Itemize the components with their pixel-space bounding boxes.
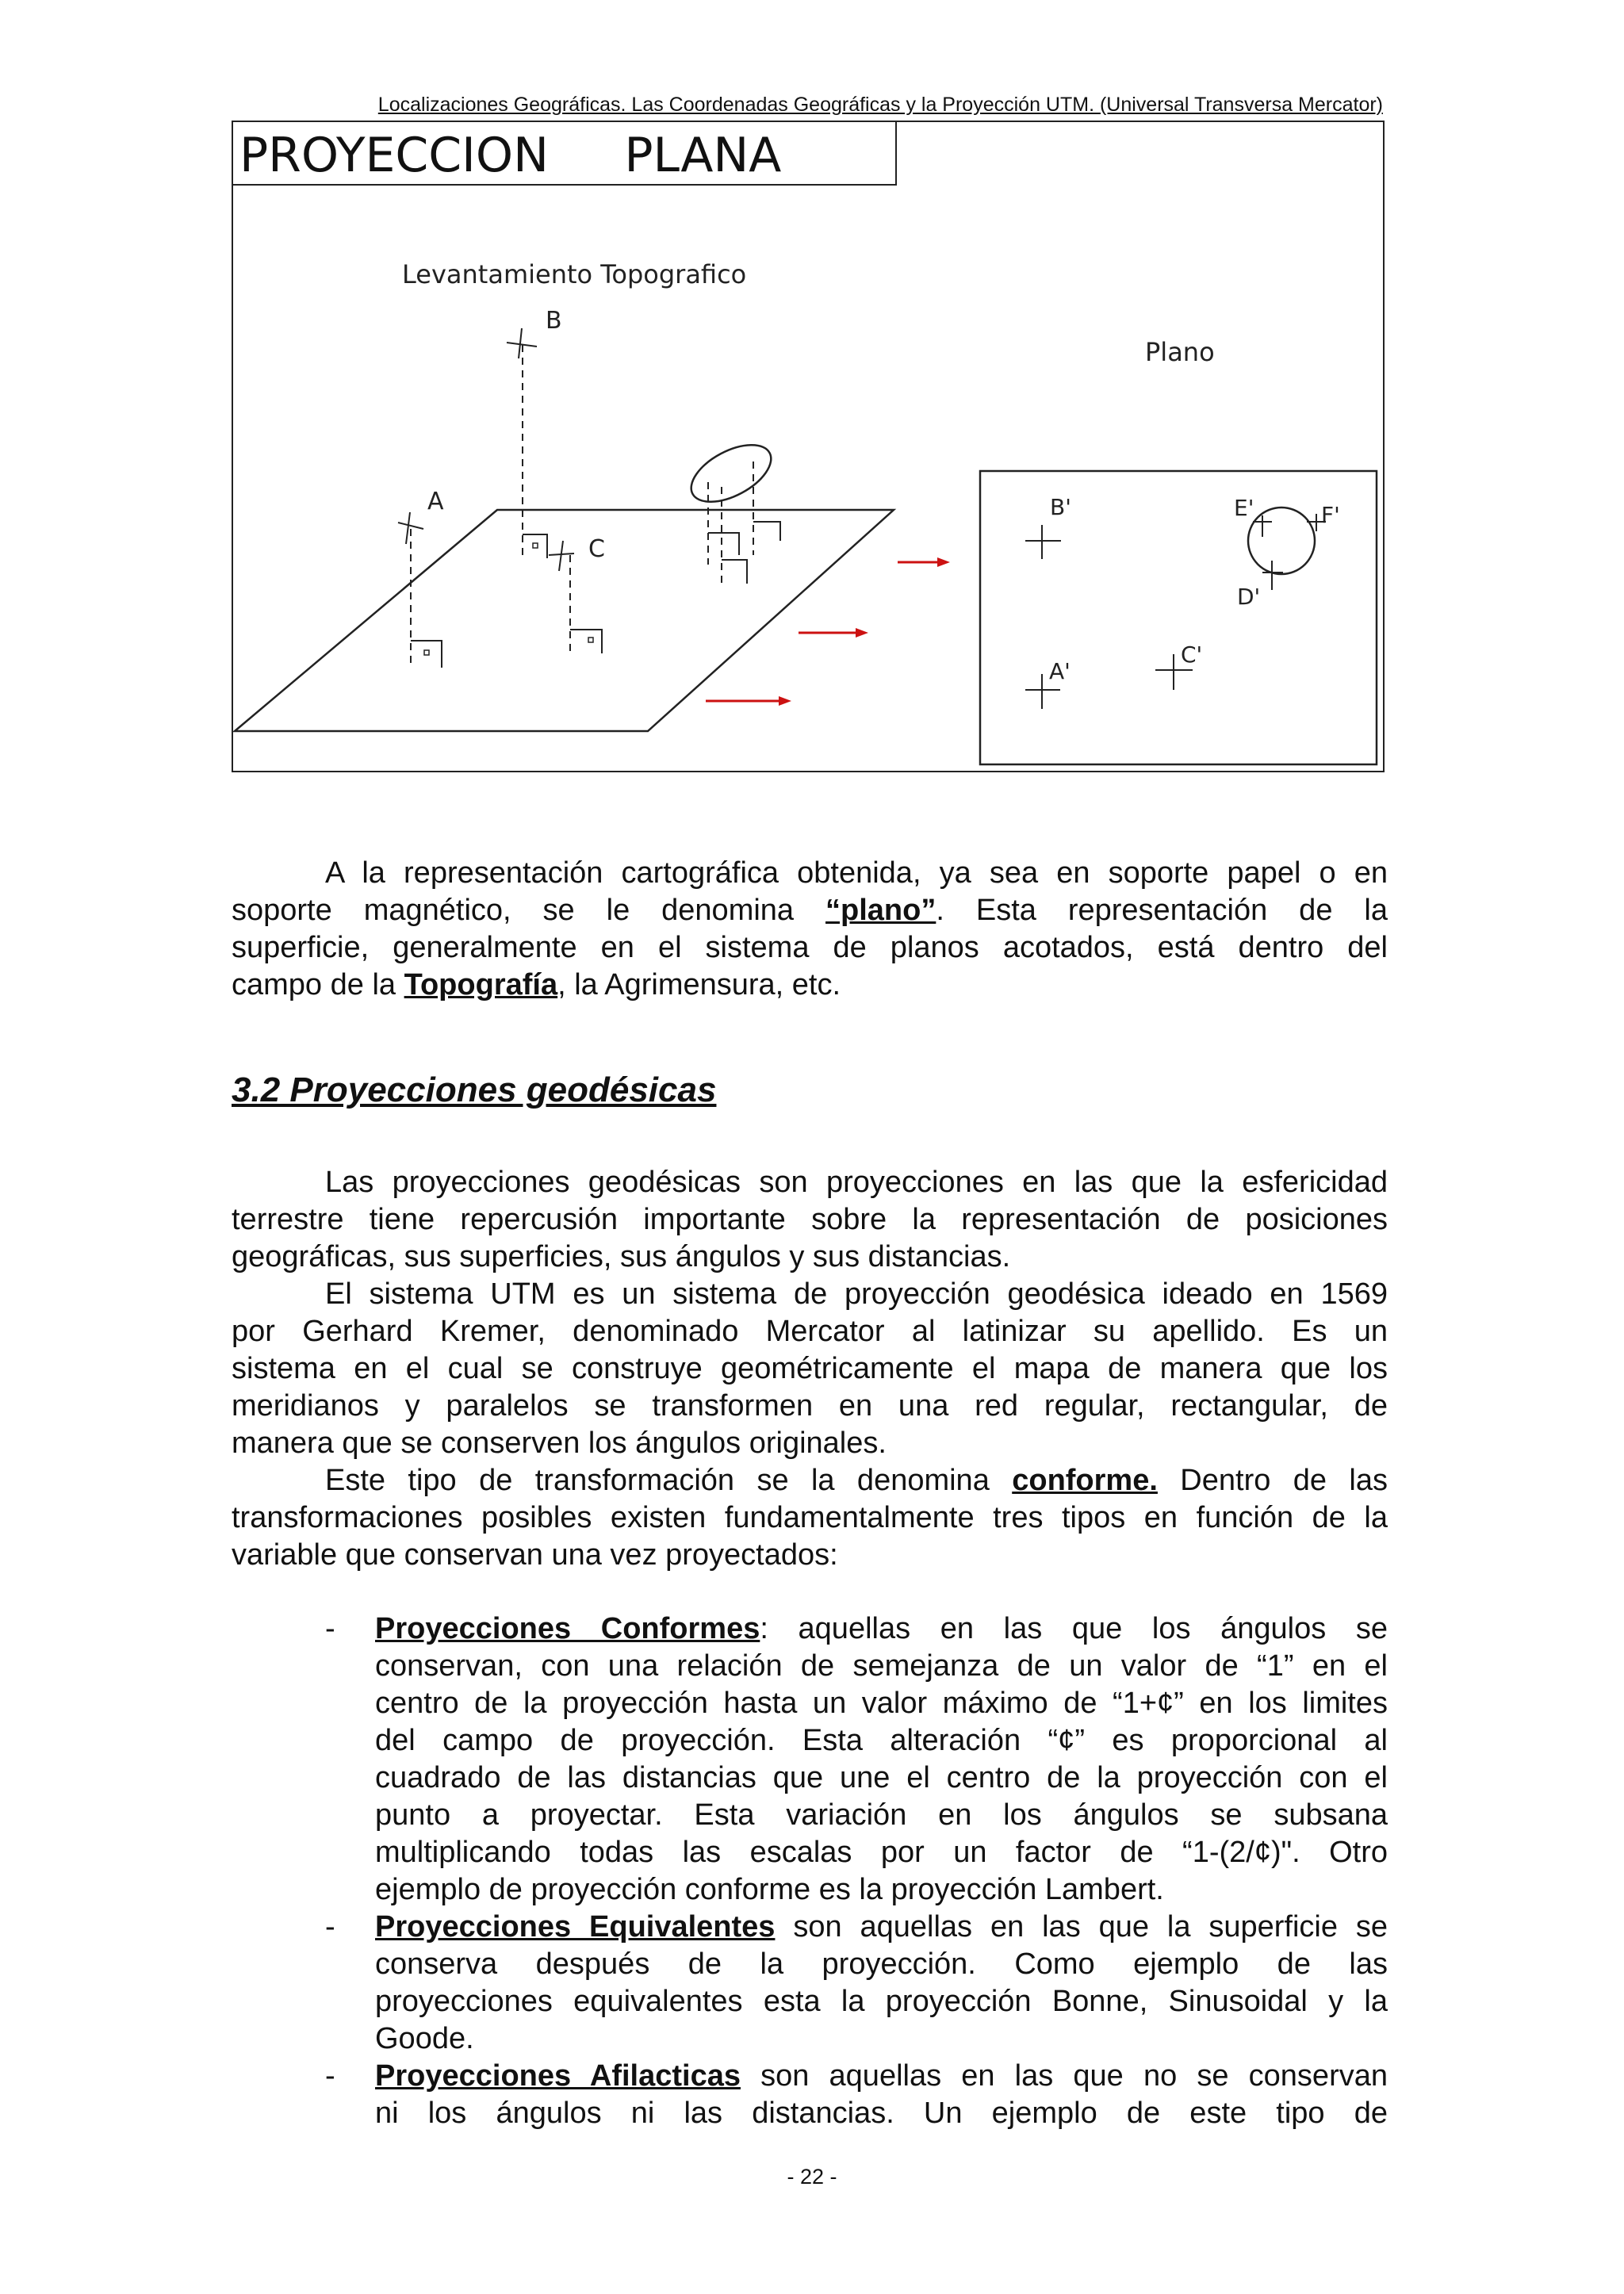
paragraph-plano bbox=[232, 855, 1388, 1004]
plan-label-f: F' bbox=[1321, 502, 1340, 528]
plan-label-c: C' bbox=[1181, 641, 1203, 668]
survey-label-c: C bbox=[588, 535, 605, 563]
para2-line2: terrestre tiene repercusión importante sobre la representación de posiciones bbox=[232, 1203, 1388, 1236]
para3-line2: por Gerhard Kremer, denominado Mercator al latinizar su apellido. Es un bbox=[232, 1315, 1388, 1348]
projection-types-list bbox=[325, 1610, 1388, 2132]
figure-title: PROYECCION PLANA bbox=[239, 128, 782, 183]
para2-line3: geográficas, sus superficies, sus ángulos y sus distancias. bbox=[232, 1240, 1011, 1273]
para4-line1: Este tipo de transformación se la denomina conforme. Dentro de las bbox=[325, 1464, 1388, 1497]
para3-line5: manera que se conserven los ángulos originales. bbox=[232, 1427, 887, 1460]
para1-line1: A la representación cartográfica obtenida, ya sea en soporte papel o en bbox=[325, 856, 1388, 890]
para4-line2: transformaciones posibles existen fundamentalmente tres tipos en función de la bbox=[232, 1501, 1388, 1534]
para3-line3: sistema en el cual se construye geométricamente el mapa de manera que los bbox=[232, 1352, 1388, 1385]
plan-label-d: D' bbox=[1237, 584, 1261, 610]
list-item-equivalentes: - Proyecciones Equivalentes son aquellas en las que la superficie se conserva después de la proyección. Como ejemplo de las proyecciones equivalentes esta la proyección Bonne, Sinusoidal y la Goode. bbox=[325, 1910, 1388, 2055]
paragraph-utm bbox=[232, 1276, 1388, 1462]
para1-line3: superficie, generalmente en el sistema de planos acotados, está dentro del bbox=[232, 931, 1388, 964]
paragraph-geodesicas bbox=[232, 1164, 1388, 1276]
running-header: Localizaciones Geográficas. Las Coordenadas Geográficas y la Proyección UTM. (Universal Transversa Mercator) bbox=[377, 94, 1383, 116]
para4-line3: variable que conservan una vez proyectados: bbox=[232, 1538, 838, 1572]
para1-line4: campo de la Topografía, la Agrimensura, etc. bbox=[232, 968, 841, 1001]
plan-label-e: E' bbox=[1234, 495, 1254, 521]
survey-label-b: B bbox=[546, 307, 562, 335]
paragraph-conforme bbox=[232, 1462, 1388, 1574]
para1-line2: soporte magnético, se le denomina “plano”. Esta representación de la bbox=[232, 894, 1388, 927]
survey-label: Levantamiento Topografico bbox=[402, 259, 747, 289]
list-item-conformes: - Proyecciones Conformes: aquellas en las que los ángulos se conservan, con una relación de semejanza de un valor de “1” en el centro de la proyección hasta un valor máximo de “1+¢” en los limites del campo de proyección. Esta alteración “¢” es proporcional al cuadrado de las distancias que une el centro de la proyección con el punto a proyectar. Esta variación en los ángulos se subsana multiplicando todas las escalas por un factor de “1-(2/¢)". Otro ejemplo de proyección conforme es la proyección Lambert. bbox=[325, 1612, 1388, 1906]
term-plano: “plano” bbox=[825, 894, 936, 927]
para3-line4: meridianos y paralelos se transformen en una red regular, rectangular, de bbox=[232, 1389, 1388, 1423]
para2-line1: Las proyecciones geodésicas son proyecciones en las que la esfericidad bbox=[325, 1166, 1388, 1199]
term-topografia: Topografía bbox=[404, 968, 558, 1001]
section-heading: 3.2 Proyecciones geodésicas bbox=[232, 1070, 717, 1109]
term-conformes: Proyecciones Conformes bbox=[375, 1612, 760, 1645]
survey-label-a: A bbox=[427, 488, 444, 515]
page-number: - 22 - bbox=[787, 2165, 837, 2189]
term-afilacticas: Proyecciones Afilacticas bbox=[375, 2059, 741, 2093]
term-equivalentes: Proyecciones Equivalentes bbox=[375, 1910, 776, 1944]
plane-label: Plano bbox=[1145, 337, 1215, 367]
term-conforme: conforme. bbox=[1012, 1464, 1158, 1497]
plan-label-b: B' bbox=[1050, 494, 1071, 520]
projection-figure bbox=[232, 121, 1385, 772]
plan-label-a: A' bbox=[1049, 658, 1071, 684]
list-item-afilacticas: - Proyecciones Afilacticas son aquellas en las que no se conservan ni los ángulos ni las distancias. Un ejemplo de este tipo de bbox=[325, 2059, 1388, 2130]
para3-line1: El sistema UTM es un sistema de proyección geodésica ideado en 1569 bbox=[325, 1277, 1388, 1311]
